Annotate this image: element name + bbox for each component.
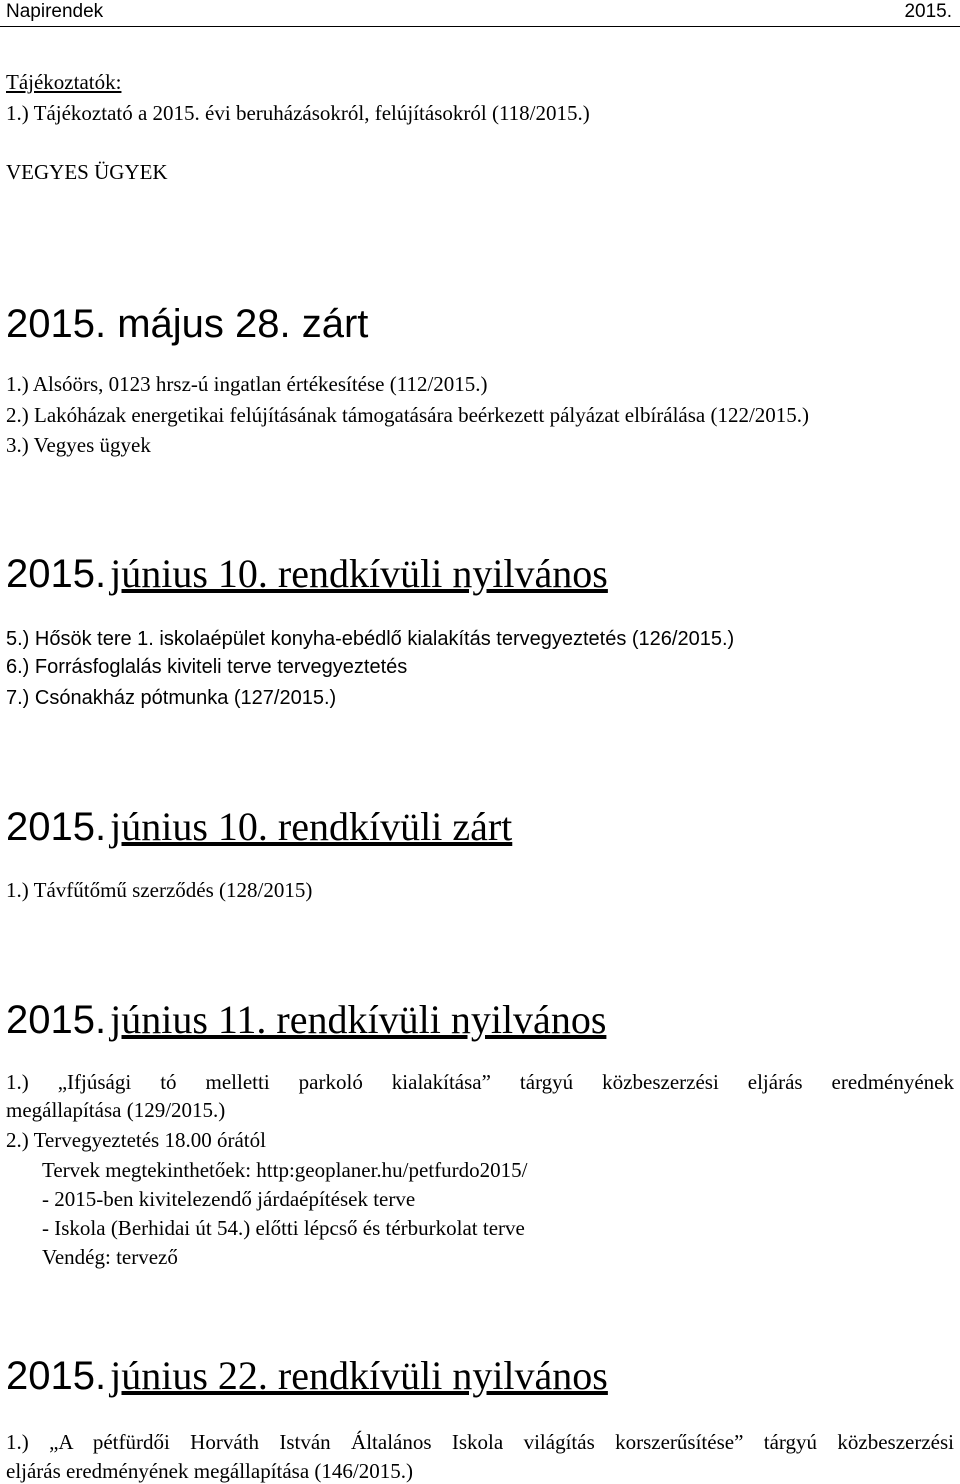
s4-date: 2015.: [6, 998, 107, 1042]
s4-item-2: 2.) Tervegyeztetés 18.00 órától: [6, 1128, 266, 1152]
section-heading-june-10-closed: [6, 803, 512, 850]
s2-item-6: 6.) Forrásfoglalás kiviteli terve tervegyeztetés: [6, 656, 408, 678]
s4-item-1-line-1: 1.) „Ifjúsági tó melletti parkoló kialakítása” tárgyú közbeszerzési eljárás eredményének: [6, 1070, 954, 1094]
s2-date: 2015.: [6, 552, 107, 596]
s2-title: június 10. rendkívüli nyilvános: [110, 551, 608, 596]
s4-sub-3: - Iskola (Berhidai út 54.) előtti lépcső és térburkolat terve: [42, 1216, 525, 1240]
s5-item-1-line-2: eljárás eredményének megállapítása (146/2015.): [6, 1459, 413, 1483]
s4-sub-2: - 2015-ben kivitelezendő járdaépítések terve: [42, 1187, 416, 1211]
header-left-text: Napirendek: [6, 1, 104, 22]
s3-title: június 10. rendkívüli zárt: [110, 804, 513, 849]
s2-item-7: 7.) Csónakház pótmunka (127/2015.): [6, 687, 337, 709]
s1-item-3: 3.) Vegyes ügyek: [6, 433, 151, 457]
section-heading-may-28: 2015. május 28. zárt: [6, 302, 369, 346]
s1-item-1: 1.) Alsóörs, 0123 hrsz-ú ingatlan értékesítése (112/2015.): [6, 372, 488, 396]
s3-item-1: 1.) Távfűtőmű szerződés (128/2015): [6, 878, 313, 902]
s4-sub-4: Vendég: tervező: [42, 1245, 178, 1269]
s2-item-5: 5.) Hősök tere 1. iskolaépület konyha-ebédlő kialakítás tervegyeztetés (126/2015.): [6, 628, 735, 650]
s4-title: június 11. rendkívüli nyilvános: [110, 997, 607, 1042]
s5-item-1-line-1: 1.) „A pétfürdői Horváth István Általános Iskola világítás korszerűsítése” tárgyú közbeszerzési: [6, 1430, 954, 1454]
s5-title: június 22. rendkívüli nyilvános: [110, 1353, 608, 1398]
page-header: [0, 0, 960, 27]
s4-sub-1: Tervek megtekinthetőek: http:geoplaner.hu/petfurdo2015/: [42, 1158, 528, 1182]
s5-date: 2015.: [6, 1354, 107, 1398]
s3-date: 2015.: [6, 805, 107, 849]
vegyes-ugyek-heading: VEGYES ÜGYEK: [6, 160, 168, 184]
section-heading-june-10-public: [6, 550, 608, 597]
tajekoztato-item-1: 1.) Tájékoztató a 2015. évi beruházásokról, felújításokról (118/2015.): [6, 101, 590, 125]
header-year: 2015.: [904, 1, 952, 22]
tajekoztatok-title: Tájékoztatók:: [6, 70, 122, 94]
section-heading-june-11-public: [6, 996, 606, 1043]
s4-item-1-line-2: megállapítása (129/2015.): [6, 1098, 226, 1122]
s1-item-2: 2.) Lakóházak energetikai felújításának támogatására beérkezett pályázat elbírálása (122/2015.): [6, 403, 810, 427]
section-heading-june-22-public: [6, 1352, 608, 1399]
